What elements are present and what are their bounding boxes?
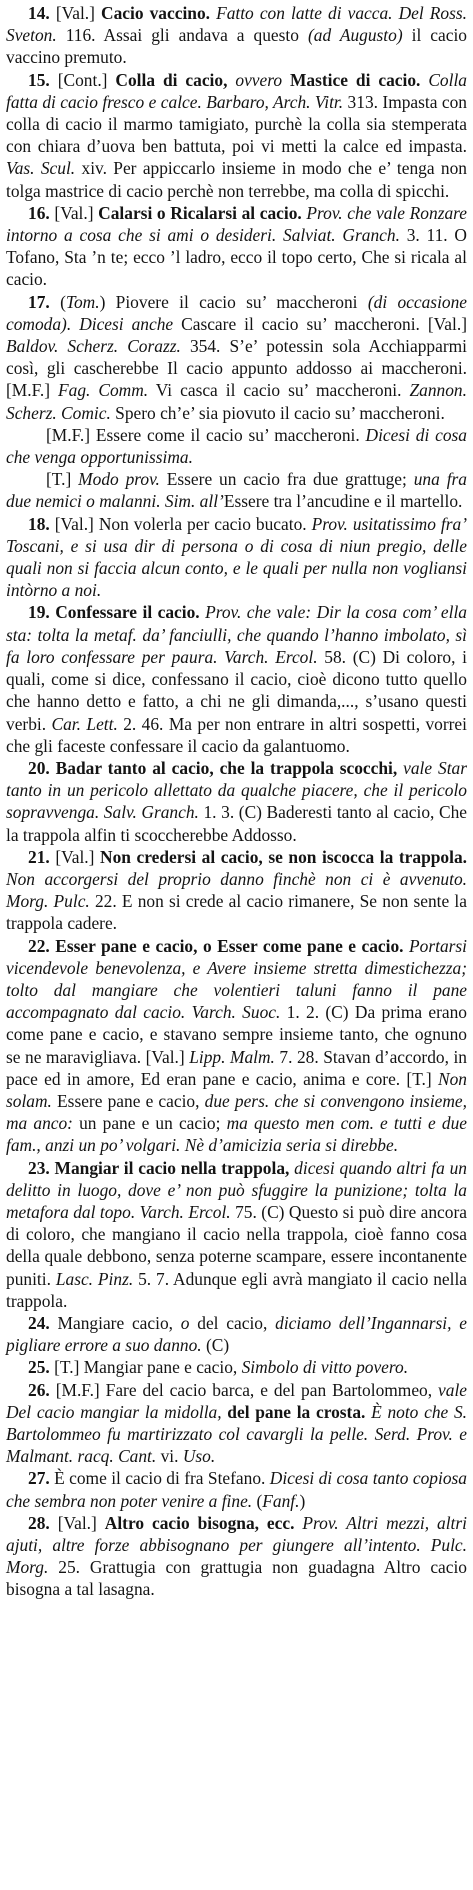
entry-text: del cacio, [189, 1312, 276, 1333]
entry-gloss: Portarsi vicendevole benevolenza, e Avere insieme stretta dimestichezza; tolto dal mangiare che volentieri taluni fanno il pane accompagnato dal cacio. Varch. Suoc. [6, 935, 468, 1023]
entry-gloss: una fra due nemici o malanni. Sim. all’ [6, 469, 467, 512]
entry-text: 25. Grattugia con grattugia non guadagna Altro cacio bisogna a tal lasagna. [6, 1557, 467, 1600]
entry-text: 7. 28. Stavan d’accordo, in pace ed in amore, Ed eran pane e cacio, anima e core. [T.] [6, 1046, 468, 1089]
entry-number: 28. [28, 1512, 50, 1533]
entry-text: 313. Impasta con colla di cacio il marmo tamigiato, purchè la colla sia stemperata con chiara d’uova ben battuta, poi vi metti la calce ed impasta. [6, 91, 468, 157]
entry-gloss: Tom. [65, 291, 100, 312]
entry-headword: Cacio vaccino. [101, 3, 210, 23]
entry-gloss: Fatto con latte di vacca. Del Ross. Sveton. [6, 3, 467, 46]
dictionary-entry [6, 2, 467, 69]
entry-headword: Mangiar il cacio nella trappola, [49, 1157, 290, 1178]
entry-gloss: Baldov. Scherz. Corazz. [6, 336, 181, 357]
entry-number: 22. [28, 935, 50, 956]
entry-gloss: due pers. che si convengono insieme, ma anco: [6, 1090, 467, 1134]
entry-text: [Val.] [49, 3, 102, 23]
dictionary-entry [6, 1157, 467, 1312]
entry-text: [Val.] [49, 846, 101, 867]
entry-text: 1. 2. (C) Da prima erano come pane e cacio, e stavano sempre insieme tanto, che ognuno se ne maravigliava. [Val.] [6, 1002, 467, 1067]
dictionary-entry [6, 1512, 467, 1601]
entry-headword: Mastice di cacio. [290, 69, 421, 90]
entry-gloss: vale Del cacio mangiar la midolla, [6, 1379, 467, 1422]
entry-text: È come il cacio di fra Stefano. [49, 1468, 270, 1489]
entry-text: 2. 46. Ma per non entrare in altri sospetti, vorrei che gli faceste confessare il cacio da galantuomo. [6, 713, 467, 756]
entry-gloss: Dicesi di cosa tanto copiosa che sembra non poter venire a fine. [6, 1468, 467, 1511]
dictionary-entry [6, 601, 467, 756]
entry-headword: Colla di cacio, [115, 69, 228, 90]
entry-gloss: Non solam. [6, 1068, 467, 1111]
entry-gloss: Vas. Scul. [6, 158, 76, 179]
dictionary-entry [6, 291, 467, 424]
entry-number: 23. [28, 1157, 50, 1178]
entry-gloss: ovvero [227, 69, 291, 90]
entry-gloss: diciamo dell’Ingannarsi, e pigliare errore a suo danno. [6, 1312, 467, 1356]
entry-number: 19. [28, 602, 50, 623]
entry-text: Spero ch’e’ sia piovuto il cacio su’ maccheroni. [110, 402, 445, 423]
entry-number: 27. [28, 1468, 50, 1489]
entry-headword: del pane la crosta. [221, 1401, 366, 1422]
entry-text: [Val.] [49, 1512, 105, 1533]
entry-number: 20. [28, 757, 50, 778]
dictionary-entry [6, 513, 467, 602]
entry-text: ( [252, 1490, 263, 1511]
entry-text: 22. E non si crede al cacio rimanere, Se non sente la trappola cadere. [6, 891, 467, 934]
entry-number: 25. [28, 1357, 50, 1378]
entry-gloss: dicesi quando altri fa un delitto in luogo, dove e’ non può sfuggire la punizione; tolta la metafora dal topo. Varch. Ercol. [6, 1157, 467, 1222]
entry-text: un pane e un cacio; [72, 1113, 227, 1134]
entry-gloss: Simbolo di vitto povero. [241, 1357, 409, 1378]
entry-gloss: vale Star tanto in un pericolo allettato da qualche piacere, che il pericolo sopravvenga. Salv. Granch. [6, 757, 468, 823]
entry-gloss: Fag. Comm. [58, 380, 149, 401]
entry-gloss: Dicesi di cosa che venga opportunissima. [6, 424, 467, 468]
entry-gloss: Prov. che vale Ronzare intorno a cosa che si ami o desideri. Salviat. Granch. [6, 202, 467, 246]
entry-text: xiv. Per appiccarlo insieme in modo che e’ tenga non tolga mastrice di cacio perchè non terrebbe, ma colla di spicchi. [6, 158, 467, 201]
entry-text: 354. S’e’ potessin sola Acchiapparmi così, gli cascherebbe Il cacio appunto addosso ai maccheroni. [M.F.] [6, 336, 467, 401]
dictionary-entry [6, 935, 467, 1157]
entry-text: 3. 11. O Tofano, Sta ’n te; ecco ’l ladro, ecco il topo certo, Che si ricala al cacio. [6, 225, 467, 290]
entry-gloss: Prov. usitatissimo fra’ Toscani, e si usa dir di persona o di cosa di niun pregio, delle quali non si faccia alcun conto, e le quali per nulla non vogliansi intòrno a noi. [6, 513, 467, 601]
entry-gloss: Prov. Altri mezzi, altri ajuti, altre forze abbisognano per giungere all’intento. Pulc. Morg. [6, 1512, 467, 1578]
dictionary-entry [6, 1356, 467, 1378]
entry-number: 16. [28, 202, 50, 223]
entry-text: [T.] Mangiar pane e cacio, [49, 1357, 242, 1378]
entry-text: 58. (C) Di coloro, i quali, come si dice, confessano il cacio, cioè dicono tutto quello che hanno detto e fatto, a chi ne gli dimanda,..., s’usano questi verbi. [6, 646, 467, 734]
entry-gloss: ma questo men com. e tutti e due fam., anzi un po’ volgari. Nè d’amicizia seria si direbbe. [6, 1113, 467, 1156]
dictionary-entry [6, 846, 467, 935]
entry-headword: Calarsi o Ricalarsi al cacio. [98, 202, 302, 223]
entry-gloss: Fanf. [262, 1490, 300, 1511]
entry-headword: Esser pane e cacio, o Esser come pane e cacio. [49, 935, 404, 956]
entry-text: ( [49, 291, 66, 312]
entry-text: 75. (C) Questo si può dire ancora di coloro, che mangiano il cacio nella trappola, cioè fanno cosa della quale debbono, senza poterne scampare, essere incontanente puniti. [6, 1201, 467, 1289]
entry-text: Mangiare cacio, [49, 1312, 181, 1333]
entry-number: 17. [28, 291, 50, 312]
entry-gloss: Lipp. Malm. [189, 1046, 275, 1067]
entry-text: [Cont.] [49, 69, 116, 90]
entry-gloss: Non accorgersi del proprio danno finchè non ci è avvenuto. Morg. Pulc. [6, 868, 467, 912]
entry-headword: Confessare il cacio. [49, 602, 200, 623]
entry-gloss: È noto che S. Bartolommeo fu martirizzato col cavargli la pelle. Serd. Prov. e Malmant. racq. Cant. [6, 1401, 467, 1467]
entry-text: 1. 3. (C) Baderesti tanto al cacio, Che la trappola alfin ti scoccherebbe Addosso. [6, 802, 467, 845]
entry-gloss: Zannon. Scherz. Comic. [6, 380, 467, 423]
entry-text: 116. Assai gli andava a questo [56, 25, 308, 46]
entry-number: 21. [28, 846, 50, 867]
dictionary-entry [6, 757, 467, 846]
dictionary-entry [6, 202, 467, 291]
entry-text: Essere un cacio fra due grattuge; [159, 469, 414, 490]
entry-text: il cacio vaccino premuto. [6, 25, 467, 68]
entry-text: [M.F.] Essere come il cacio su’ maccheroni. [46, 424, 366, 445]
entry-gloss: (ad Augusto) [307, 25, 403, 46]
entry-text: Cascare il cacio su’ maccheroni. [Val.] [173, 313, 467, 334]
entry-gloss: Car. Lett. [51, 713, 118, 734]
entry-gloss: Lasc. Pinz. [55, 1268, 134, 1289]
entry-headword: Altro cacio bisogna, ecc. [104, 1512, 295, 1533]
dictionary-entry [6, 1379, 467, 1468]
entry-gloss: (di occasione comoda). Dicesi anche [6, 291, 468, 334]
entry-number: 15. [28, 69, 50, 90]
dictionary-entry [6, 1467, 467, 1511]
entry-gloss: Prov. che vale: Dir la cosa com’ ella sta: tolta la metaf. da’ fanciulli, che quando l’hanno imbolato, sì fa loro confessare per paura. Varch. Ercol. [6, 602, 467, 667]
entry-gloss: Modo prov. [78, 469, 160, 490]
entry-number: 24. [28, 1312, 50, 1333]
entry-text: [T.] [46, 469, 79, 490]
entry-headword: Non credersi al cacio, se non iscocca la trappola. [100, 846, 467, 867]
entry-gloss: Colla fatta di cacio fresco e calce. Barbaro, Arch. Vitr. [6, 69, 467, 112]
entry-text: (C) [201, 1335, 230, 1356]
dictionary-entry [6, 69, 467, 202]
entry-number: 14. [28, 3, 50, 23]
entry-text: Essere pane e cacio, [51, 1090, 205, 1111]
entry-number: 26. [28, 1379, 50, 1400]
entry-text: 5. 7. Adunque egli avrà mangiato il cacio nella trappola. [6, 1268, 467, 1311]
entry-text: ) [299, 1490, 306, 1511]
dictionary-entry [6, 1312, 467, 1356]
entry-text: [Val.] [49, 202, 99, 223]
entry-text: ) Piovere il cacio su’ maccheroni [99, 291, 368, 312]
dictionary-entry [6, 424, 467, 468]
entry-text: vi. [156, 1446, 183, 1467]
entry-text: [M.F.] Fare del cacio barca, e del pan Bartolommeo, [49, 1379, 439, 1400]
entry-number: 18. [28, 513, 50, 534]
dictionary-entry [6, 468, 467, 512]
entry-text: [Val.] Non volerla per cacio bucato. [49, 513, 312, 534]
entry-headword: Badar tanto al cacio, che la trappola scocchi, [49, 757, 398, 778]
entry-text: Essere tra l’ancudine e il martello. [223, 491, 463, 512]
entry-gloss: o [180, 1312, 190, 1333]
entry-text: Vi casca il cacio su’ maccheroni. [148, 380, 410, 401]
entry-gloss: Uso. [182, 1446, 216, 1467]
